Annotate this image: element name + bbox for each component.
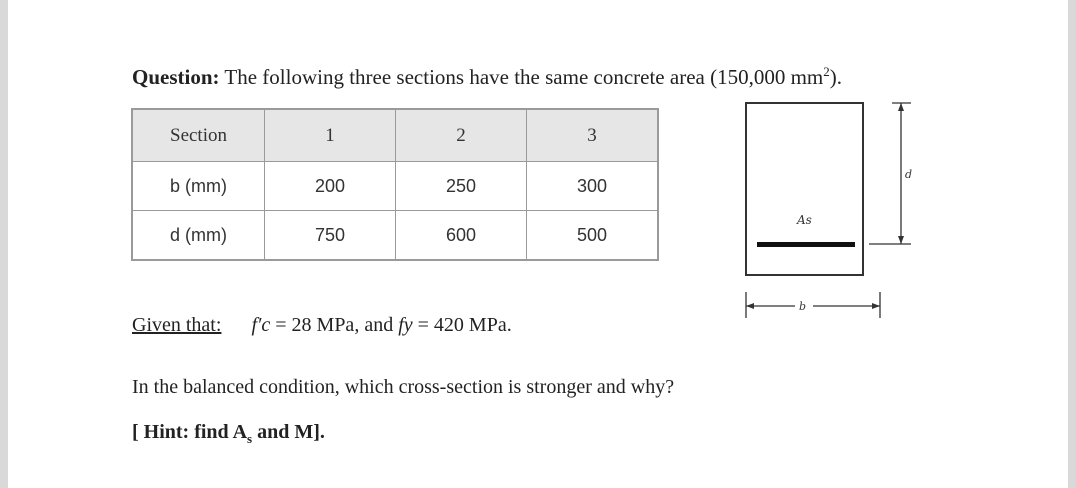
- header-cell: 3: [527, 109, 659, 162]
- depth-arrow-bottom: [898, 236, 904, 244]
- given-line: [132, 314, 512, 337]
- steel-bar: [757, 242, 855, 247]
- fy-value: = 420 MPa.: [412, 314, 512, 336]
- table-cell: 750: [265, 211, 396, 261]
- steel-area-label: As: [797, 213, 812, 227]
- fc-value: = 28 MPa, and: [270, 314, 399, 336]
- area-exponent: 2: [823, 64, 830, 79]
- table-cell: 500: [527, 211, 659, 261]
- table-row: [132, 211, 658, 261]
- table-row: [132, 162, 658, 211]
- header-cell: 2: [396, 109, 527, 162]
- width-label: b: [799, 300, 807, 313]
- table-cell: 200: [265, 162, 396, 211]
- question-text: [132, 65, 842, 90]
- header-cell: 1: [265, 109, 396, 162]
- hint-end: and M].: [252, 421, 325, 443]
- question-body: The following three sections have the same concrete area (150,000 mm: [219, 65, 824, 89]
- section-table: [131, 108, 659, 261]
- hint-start: [ Hint: find A: [132, 421, 248, 443]
- beam-section-diagram: [735, 96, 965, 326]
- table-cell: 250: [396, 162, 527, 211]
- balanced-question: In the balanced condition, which cross-section is stronger and why?: [132, 376, 675, 398]
- header-label: Section: [132, 109, 265, 162]
- hint-subscript: s: [247, 431, 253, 446]
- row-label: d (mm): [132, 211, 265, 261]
- table-cell: 600: [396, 211, 527, 261]
- fc-symbol: f′c: [251, 314, 271, 336]
- section-outline: [746, 103, 863, 275]
- depth-label: d: [905, 168, 913, 181]
- given-label: Given that:: [132, 314, 222, 336]
- width-arrow-left: [746, 303, 754, 309]
- table-header-row: [132, 109, 658, 162]
- fy-symbol: fy: [398, 314, 413, 336]
- question-label: Question:: [132, 65, 220, 89]
- page: [8, 0, 1068, 488]
- row-label: b (mm): [132, 162, 265, 211]
- hint-text: [132, 421, 325, 447]
- table-cell: 300: [527, 162, 659, 211]
- question-end: ).: [829, 65, 842, 89]
- depth-arrow-top: [898, 103, 904, 111]
- width-arrow-right: [872, 303, 880, 309]
